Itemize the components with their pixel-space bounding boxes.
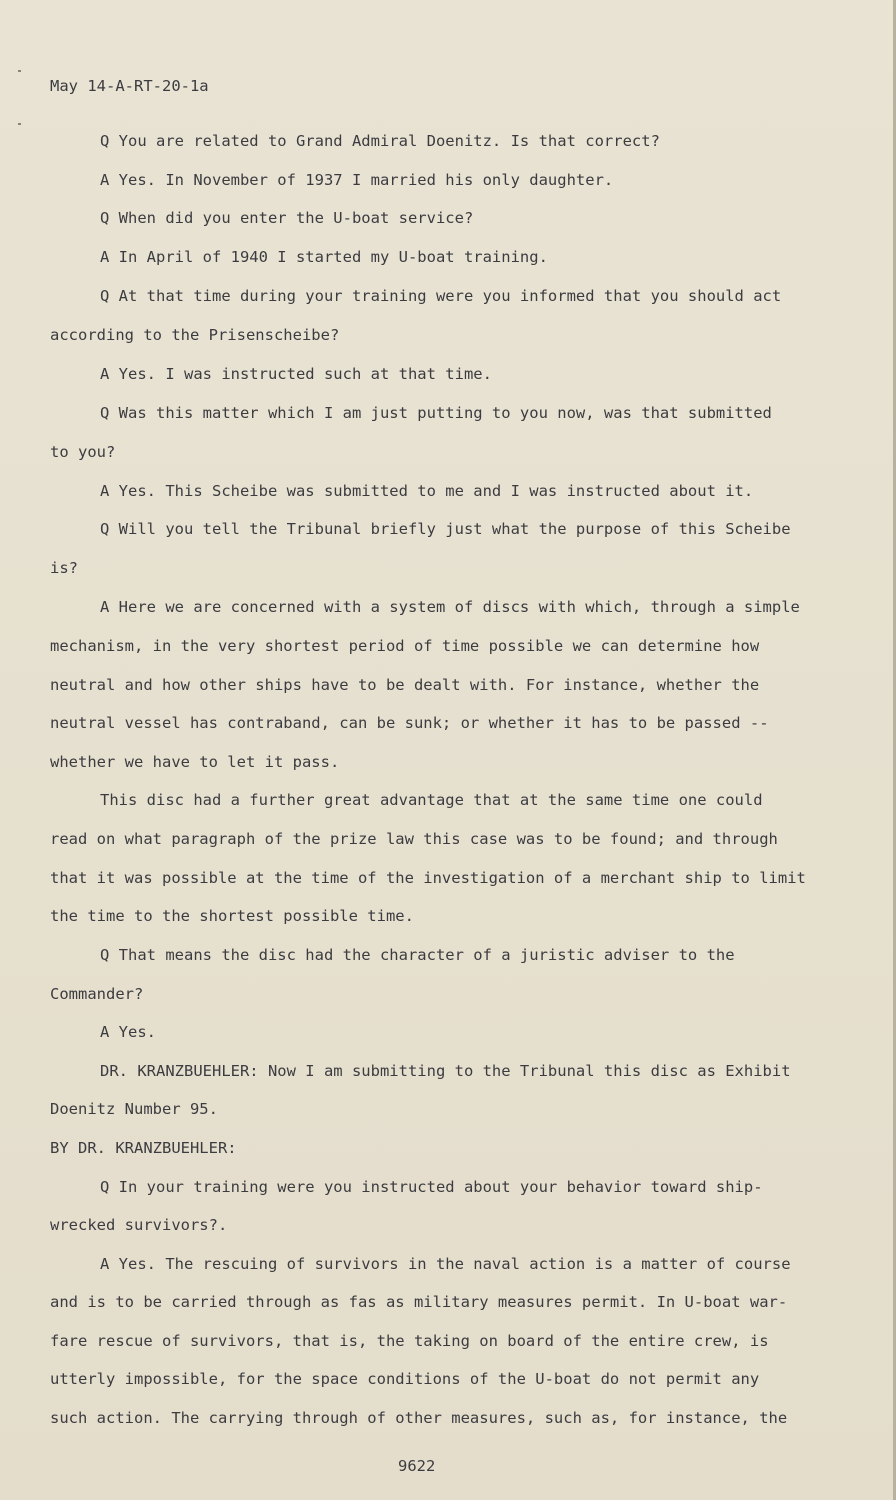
line-26: Doenitz Number 95. — [50, 1100, 218, 1118]
line-20: that it was possible at the time of the investigation of a merchant ship to limit — [50, 869, 806, 887]
line-3: Q When did you enter the U-boat service? — [100, 209, 474, 227]
line-5: Q At that time during your training were you informed that you should act — [100, 287, 782, 305]
page-number: 9622 — [398, 1457, 436, 1475]
line-6: according to the Prisenscheibe? — [50, 326, 340, 344]
line-29: wrecked survivors?. — [50, 1216, 228, 1234]
line-22: Q That means the disc had the character of a juristic adviser to the — [100, 946, 735, 964]
line-24: A Yes. — [100, 1023, 156, 1041]
line-19: read on what paragraph of the prize law this case was to be found; and through — [50, 830, 778, 848]
line-27: BY DR. KRANZBUEHLER: — [50, 1139, 237, 1157]
line-13: A Here we are concerned with a system of discs with which, through a simple — [100, 598, 800, 616]
line-9: to you? — [50, 443, 116, 461]
line-23: Commander? — [50, 985, 144, 1003]
line-10: A Yes. This Scheibe was submitted to me and I was instructed about it. — [100, 482, 754, 500]
line-28: Q In your training were you instructed about your behavior toward ship- — [100, 1178, 763, 1196]
line-7: A Yes. I was instructed such at that time. — [100, 365, 492, 383]
document-id: May 14-A-RT-20-1a — [50, 77, 209, 95]
line-31: and is to be carried through as fas as military measures permit. In U-boat war- — [50, 1293, 788, 1311]
line-21: the time to the shortest possible time. — [50, 907, 414, 925]
line-34: such action. The carrying through of other measures, such as, for instance, the — [50, 1409, 788, 1427]
line-11: Q Will you tell the Tribunal briefly just what the purpose of this Scheibe — [100, 520, 791, 538]
line-2: A Yes. In November of 1937 I married his only daughter. — [100, 171, 614, 189]
line-1: Q You are related to Grand Admiral Doenitz. Is that correct? — [100, 132, 660, 150]
edge-mark — [18, 123, 21, 125]
line-17: whether we have to let it pass. — [50, 753, 340, 771]
line-8: Q Was this matter which I am just putting to you now, was that submitted — [100, 404, 772, 422]
line-16: neutral vessel has contraband, can be sunk; or whether it has to be passed -- — [50, 714, 769, 732]
line-4: A In April of 1940 I started my U-boat training. — [100, 248, 548, 266]
line-33: utterly impossible, for the space conditions of the U-boat do not permit any — [50, 1370, 760, 1388]
line-30: A Yes. The rescuing of survivors in the naval action is a matter of course — [100, 1255, 791, 1273]
line-12: is? — [50, 559, 78, 577]
line-14: mechanism, in the very shortest period of time possible we can determine how — [50, 637, 760, 655]
line-15: neutral and how other ships have to be dealt with. For instance, whether the — [50, 676, 760, 694]
line-25: DR. KRANZBUEHLER: Now I am submitting to the Tribunal this disc as Exhibit — [100, 1062, 791, 1080]
line-32: fare rescue of survivors, that is, the taking on board of the entire crew, is — [50, 1332, 769, 1350]
line-18: This disc had a further great advantage that at the same time one could — [100, 791, 763, 809]
edge-mark — [18, 70, 21, 72]
